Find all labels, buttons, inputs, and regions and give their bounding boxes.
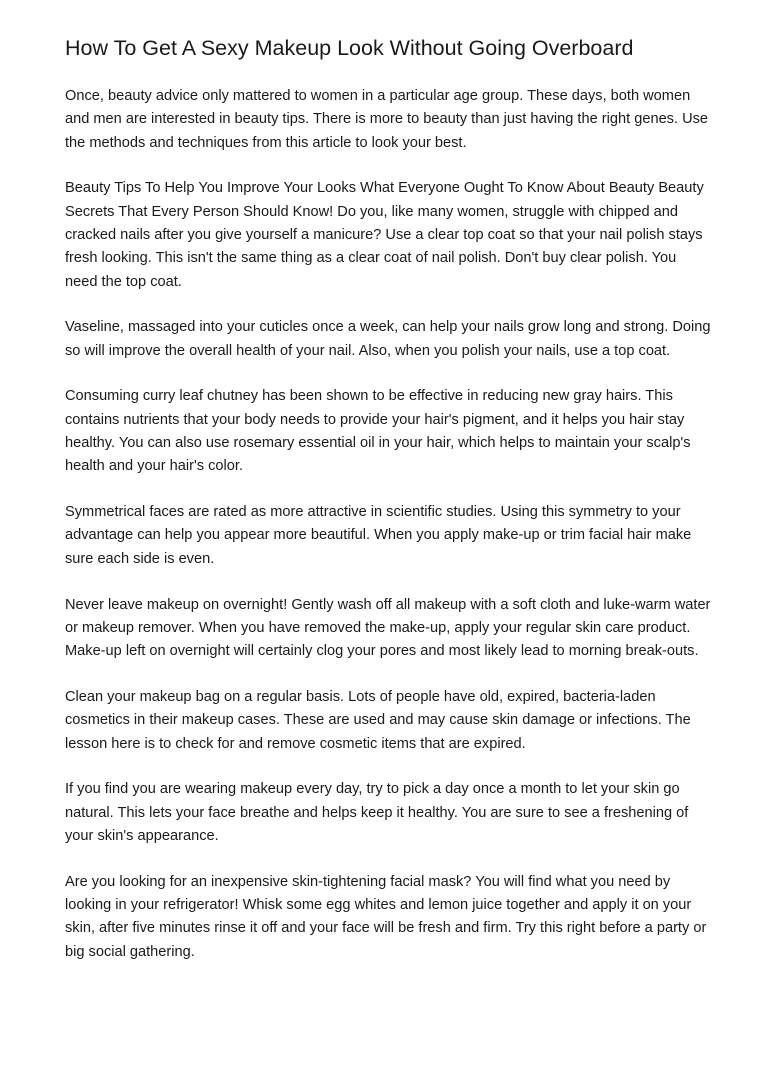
document-page <box>65 34 711 986</box>
paragraph-go-natural: If you find you are wearing makeup every day, try to pick a day once a month to let your skin go natural. This lets your face breathe and helps keep it healthy. You are sure to see a freshening of your skin's appearance. <box>65 781 689 844</box>
paragraph-vaseline: Vaseline, massaged into your cuticles once a week, can help your nails grow long and strong. Doing so will improve the overall health of your nail. Also, when you polish your nails, use a top coat. <box>65 319 711 359</box>
document-title: How To Get A Sexy Makeup Look Without Going Overboard <box>65 36 634 60</box>
paragraph-makeup-bag: Clean your makeup bag on a regular basis. Lots of people have old, expired, bacteria-laden cosmetics in their makeup cases. These are used and may cause skin damage or infections. The lesson here is to check for and remove cosmetic items that are expired. <box>65 688 691 752</box>
paragraph-curry-leaf: Consuming curry leaf chutney has been shown to be effective in reducing new gray hairs. This contains nutrients that your body needs to provide your hair's pigment, and it helps you hair stay healthy. You can also use rosemary essential oil in your hair, which helps to maintain your scalp's health and your hair's color. <box>65 388 691 475</box>
paragraph-remove-makeup: Never leave makeup on overnight! Gently wash off all makeup with a soft cloth and luke-warm water or makeup remover. When you have removed the make-up, apply your regular skin care product. Make-up left on overnight will certainly clog your pores and most likely lead to morning break-outs. <box>65 596 711 660</box>
paragraph-nails-top-coat: Beauty Tips To Help You Improve Your Looks What Everyone Ought To Know About Beauty Beauty Secrets That Every Person Should Know! Do you, like many women, struggle with chipped and cracked nails after you give yourself a manicure? Use a clear top coat so that your nail polish stays fresh looking. This isn't the same thing as a clear coat of nail polish. Don't buy clear polish. You need the top coat. <box>65 180 704 290</box>
paragraph-symmetry: Symmetrical faces are rated as more attractive in scientific studies. Using this symmetry to your advantage can help you appear more beautiful. When you apply make-up or trim facial hair make sure each side is even. <box>65 504 692 567</box>
paragraph-intro: Once, beauty advice only mattered to women in a particular age group. These days, both women and men are interested in beauty tips. There is more to beauty than just having the right genes. Use the methods and techniques from this article to look your best. <box>65 88 709 151</box>
paragraph-facial-mask: Are you looking for an inexpensive skin-tightening facial mask? You will find what you need by looking in your refrigerator! Whisk some egg whites and lemon juice together and apply it on your skin, after five minutes rinse it off and your face will be fresh and firm. Try this right before a party or big social gathering. <box>65 873 707 960</box>
